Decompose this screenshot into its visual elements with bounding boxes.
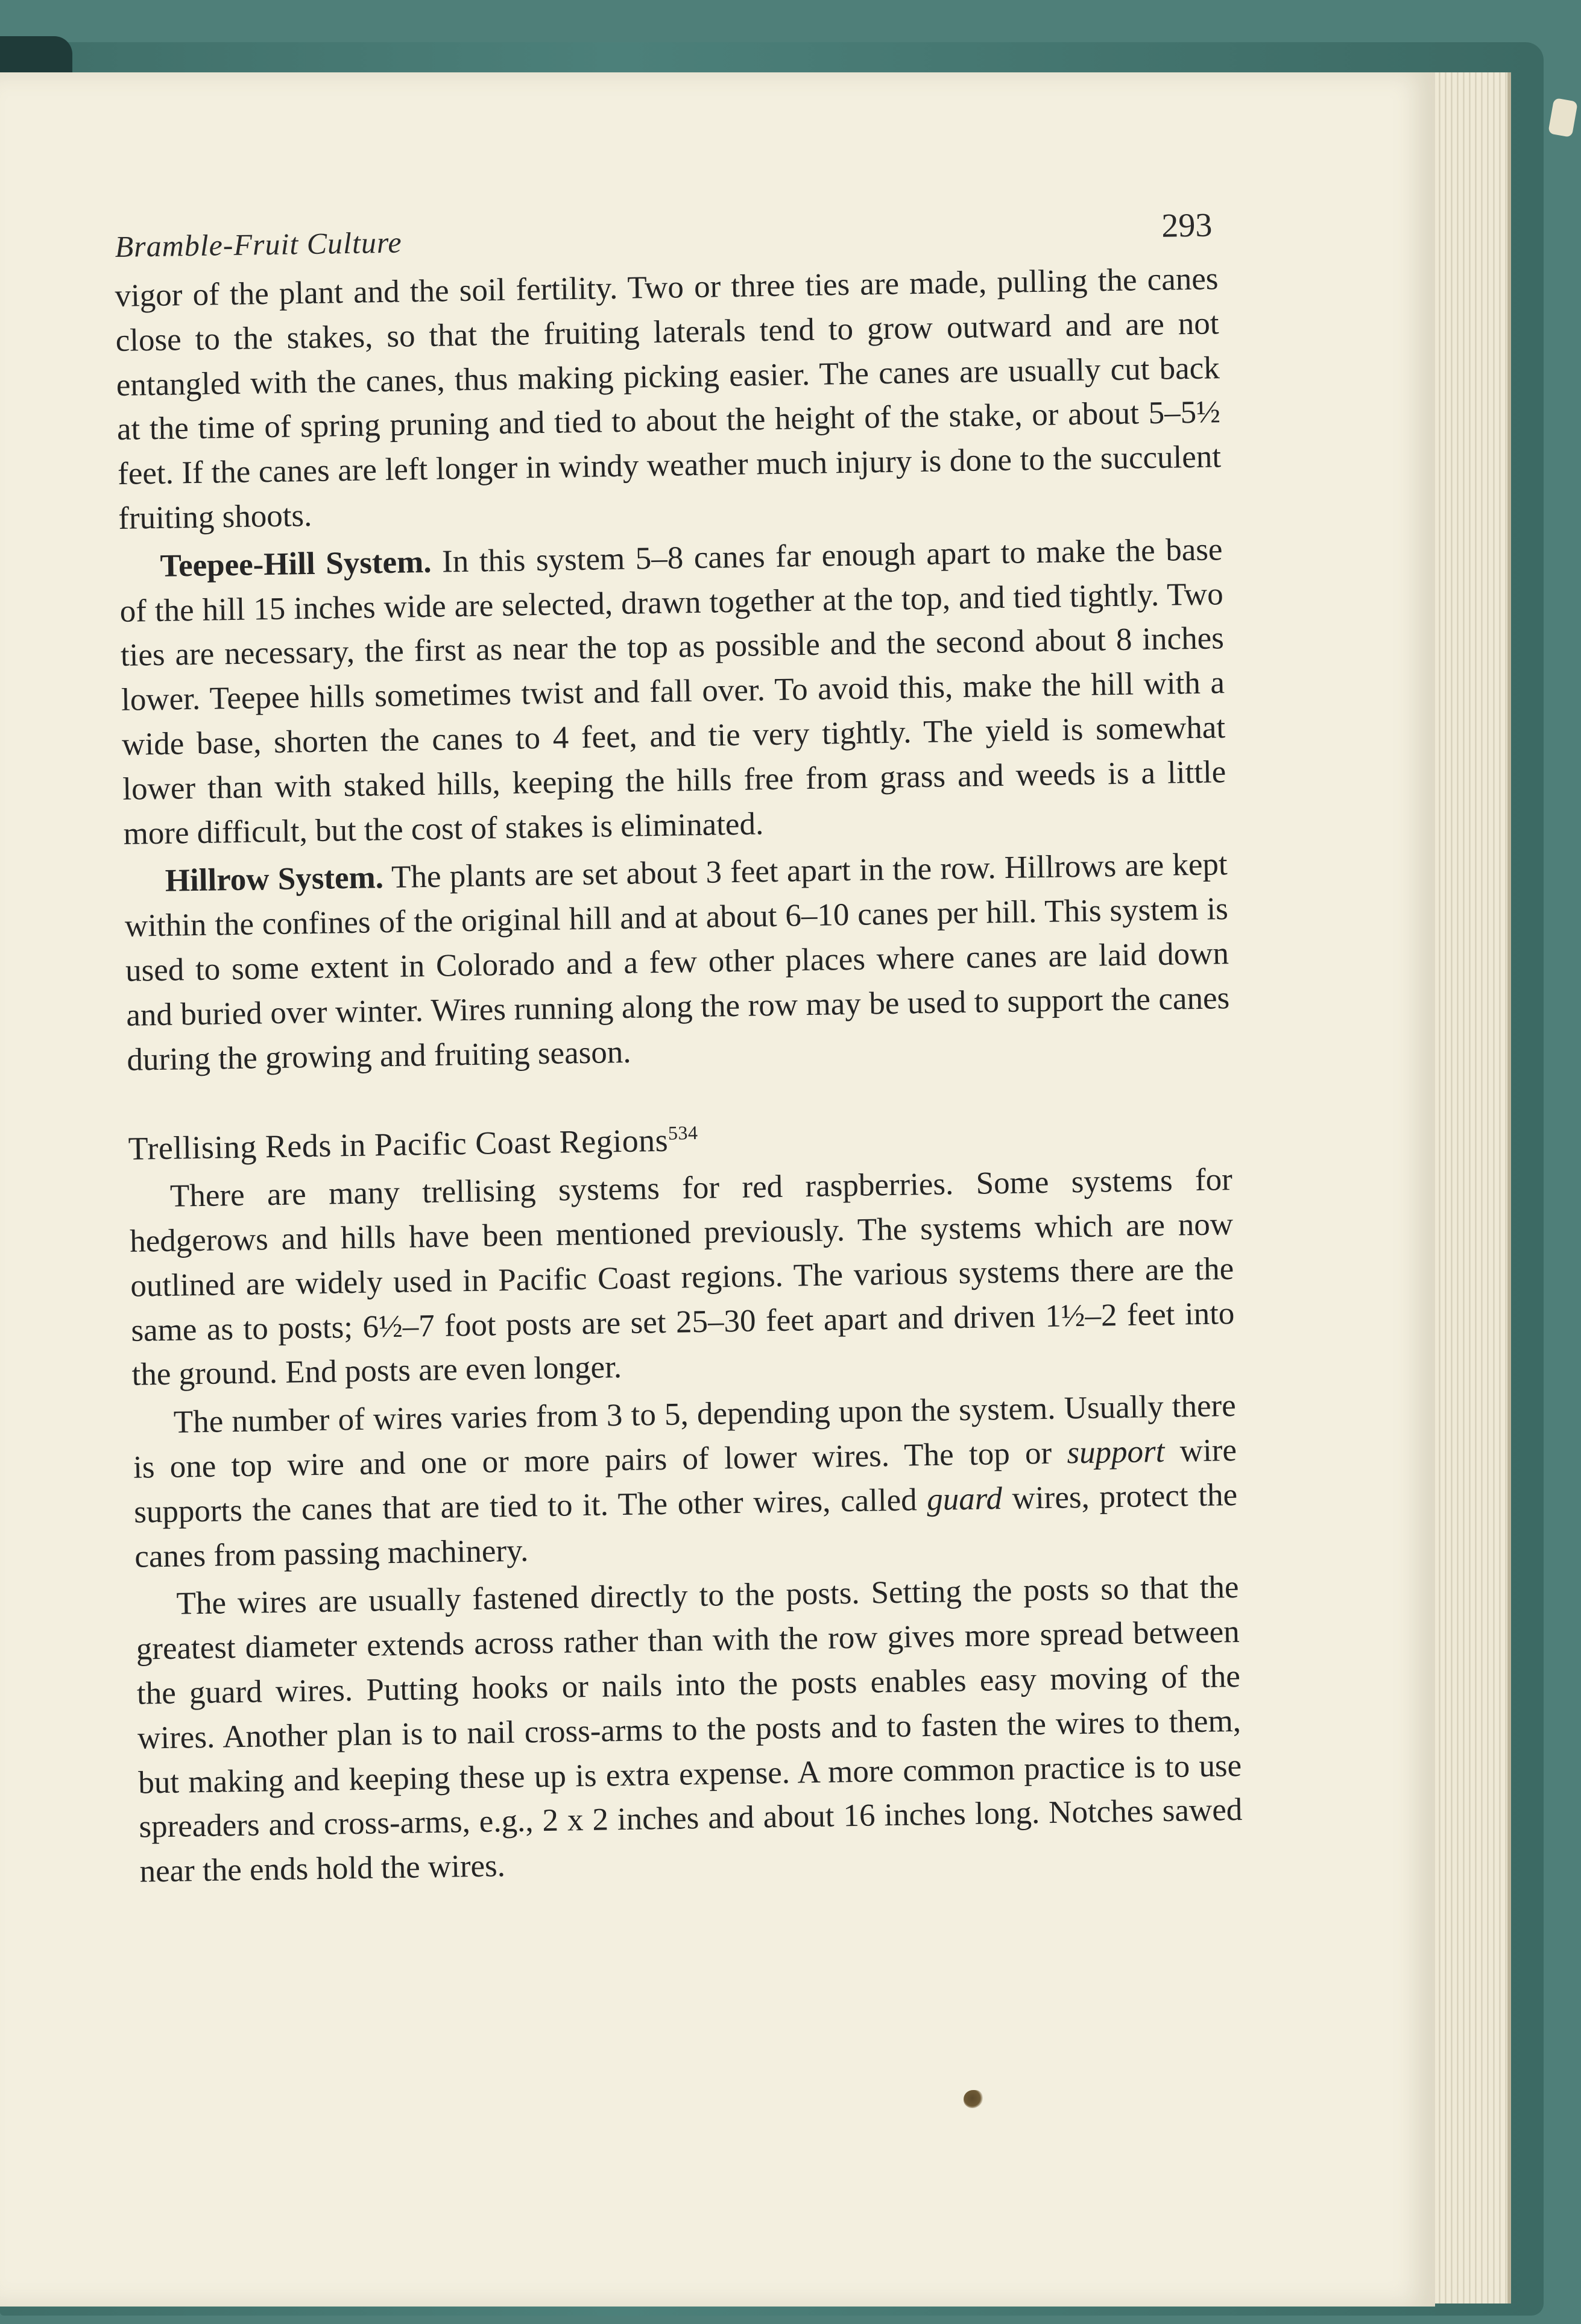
paragraph-fastening [135,1565,1243,1894]
cover-corner [0,36,72,72]
paragraph-text: In this system 5–8 canes far enough apart to make the base of the hill 15 inches wide are selected, drawn together at the top, and tied tightly. Two ties are necessary, the first as near the top as possible and the second about 8 inches lower. Teepee hills sometimes twist and fall over. To avoid this, make the hill with a wide base, shorten the canes to 4 feet, and tie very tightly. The yield is somewhat lower than with staked hills, keeping the hills free from grass and weeds is a little more difficult, but the cost of stakes is eliminated. [119,531,1226,851]
body-text [115,257,1243,1894]
paragraph-text: wire supports the canes that are tied to it. The other wires, called [133,1432,1237,1530]
paragraph-teepee-hill [119,528,1227,856]
paragraph-continuation [115,257,1222,541]
paragraph-wires [132,1384,1238,1579]
run-in-heading: Teepee-Hill System. [160,544,432,584]
paragraph-text: The wires are usually fastened directly to the posts. Setting the posts so that the greatest diameter extends across rather than with the row gives more spread between the guard wires. Putting hooks or nails into the posts enables easy moving of the wires. Another plan is to nail cross-arms to the posts and to fasten the wires to them, but making and keeping these up is extra expense. A more common practice is to use spreaders and cross-arms, e.g., 2 x 2 inches and about 16 inches long. Notches sawed near the ends hold the wires. [136,1570,1243,1889]
paragraph-hillrow [124,842,1231,1082]
running-head: Bramble-Fruit Culture [115,225,403,264]
paragraph-text: wires, protect the canes from passing machinery. [134,1477,1238,1574]
page-number: 293 [1161,206,1213,245]
italic-term-guard: guard [926,1480,1003,1517]
paragraph-text: The plants are set about 3 feet apart in the row. Hillrows are kept within the confines of the original hill and at about 6–10 canes per hill. This system is used to some extent in Colorado and a few other places where canes are laid down and buried over winter. Wires running along the row may be used to support the canes during the growing and fruiting season. [124,847,1230,1078]
italic-term-support: support [1066,1433,1165,1471]
run-in-heading: Hillrow System. [165,860,384,899]
reference-number: 534 [667,1122,698,1145]
paragraph-text: vigor of the plant and the soil fertility. Two or three ties are made, pulling the canes close to the stakes, so that the fruiting laterals tend to grow outward and are not entangled with the canes, thus making picking easier. The canes are usually cut back at the time of spring pruning and tied to about the height of the stake, or about 5–5½ feet. If the canes are left longer in windy weather much injury is done to the succulent fruiting shoots. [115,261,1222,536]
paragraph-text: There are many trellising systems for red raspberries. Some systems for hedgerows and hills have been mentioned previously. The systems which are now outlined are widely used in Pacific Coast regions. The various systems there are the same as to posts; 6½–7 foot posts are set 25–30 feet apart and driven 1½–2 feet into the ground. End posts are even longer. [129,1162,1235,1393]
section-title: Trellising Reds in Pacific Coast Regions [128,1122,669,1167]
paragraph-text: The number of wires varies from 3 to 5, depending upon the system. Usually there is one top wire and one or more pairs of lower wires. The top or [133,1388,1237,1485]
page-tab [1548,98,1578,137]
paragraph-trellising-intro [128,1158,1235,1398]
